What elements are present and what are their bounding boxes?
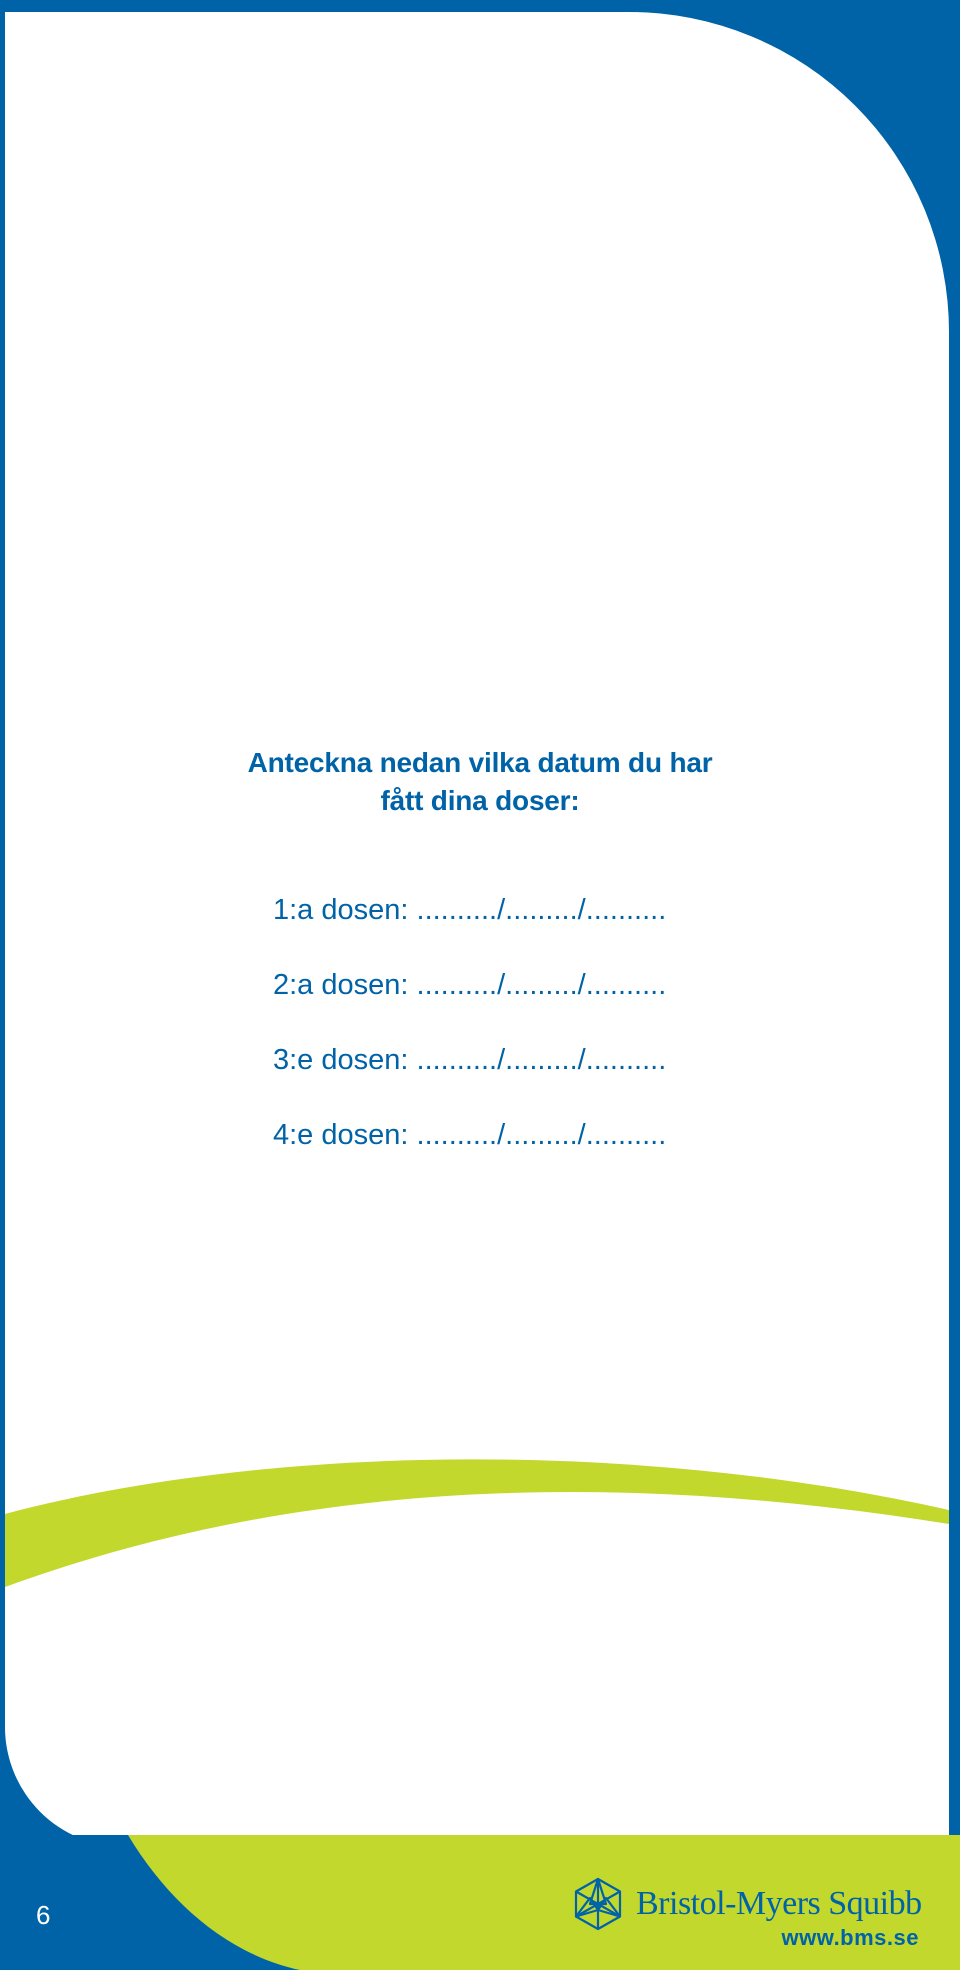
green-swoosh-decoration bbox=[5, 1432, 949, 1612]
dose-row-3 bbox=[273, 1038, 666, 1113]
page-heading bbox=[0, 744, 960, 820]
page-number: 6 bbox=[36, 1900, 51, 1930]
dose-row-2 bbox=[273, 963, 666, 1038]
website-link[interactable]: www.bms.se bbox=[781, 1925, 919, 1950]
dose-label: 4:e dosen: bbox=[273, 1119, 409, 1151]
bms-star-logo-icon bbox=[570, 1876, 626, 1932]
heading-line-1: Anteckna nedan vilka datum du har bbox=[247, 747, 713, 778]
dose-label: 1:a dosen: bbox=[273, 894, 409, 926]
heading-line-2: fått dina doser: bbox=[380, 785, 580, 816]
dose-label: 3:e dosen: bbox=[273, 1044, 409, 1076]
dose-date-blank: ........../........./.......... bbox=[416, 1044, 667, 1076]
dose-date-blank: ........../........./.......... bbox=[416, 1119, 667, 1151]
dose-row-4 bbox=[273, 1113, 666, 1188]
dose-list bbox=[273, 888, 666, 1188]
dose-date-blank: ........../........./.......... bbox=[416, 969, 667, 1001]
dose-row-1 bbox=[273, 888, 666, 963]
dose-date-blank: ........../........./.......... bbox=[416, 894, 667, 926]
brand-logo bbox=[570, 1876, 922, 1932]
brand-name: Bristol-Myers Squibb bbox=[636, 1885, 922, 1922]
dose-label: 2:a dosen: bbox=[273, 969, 409, 1001]
